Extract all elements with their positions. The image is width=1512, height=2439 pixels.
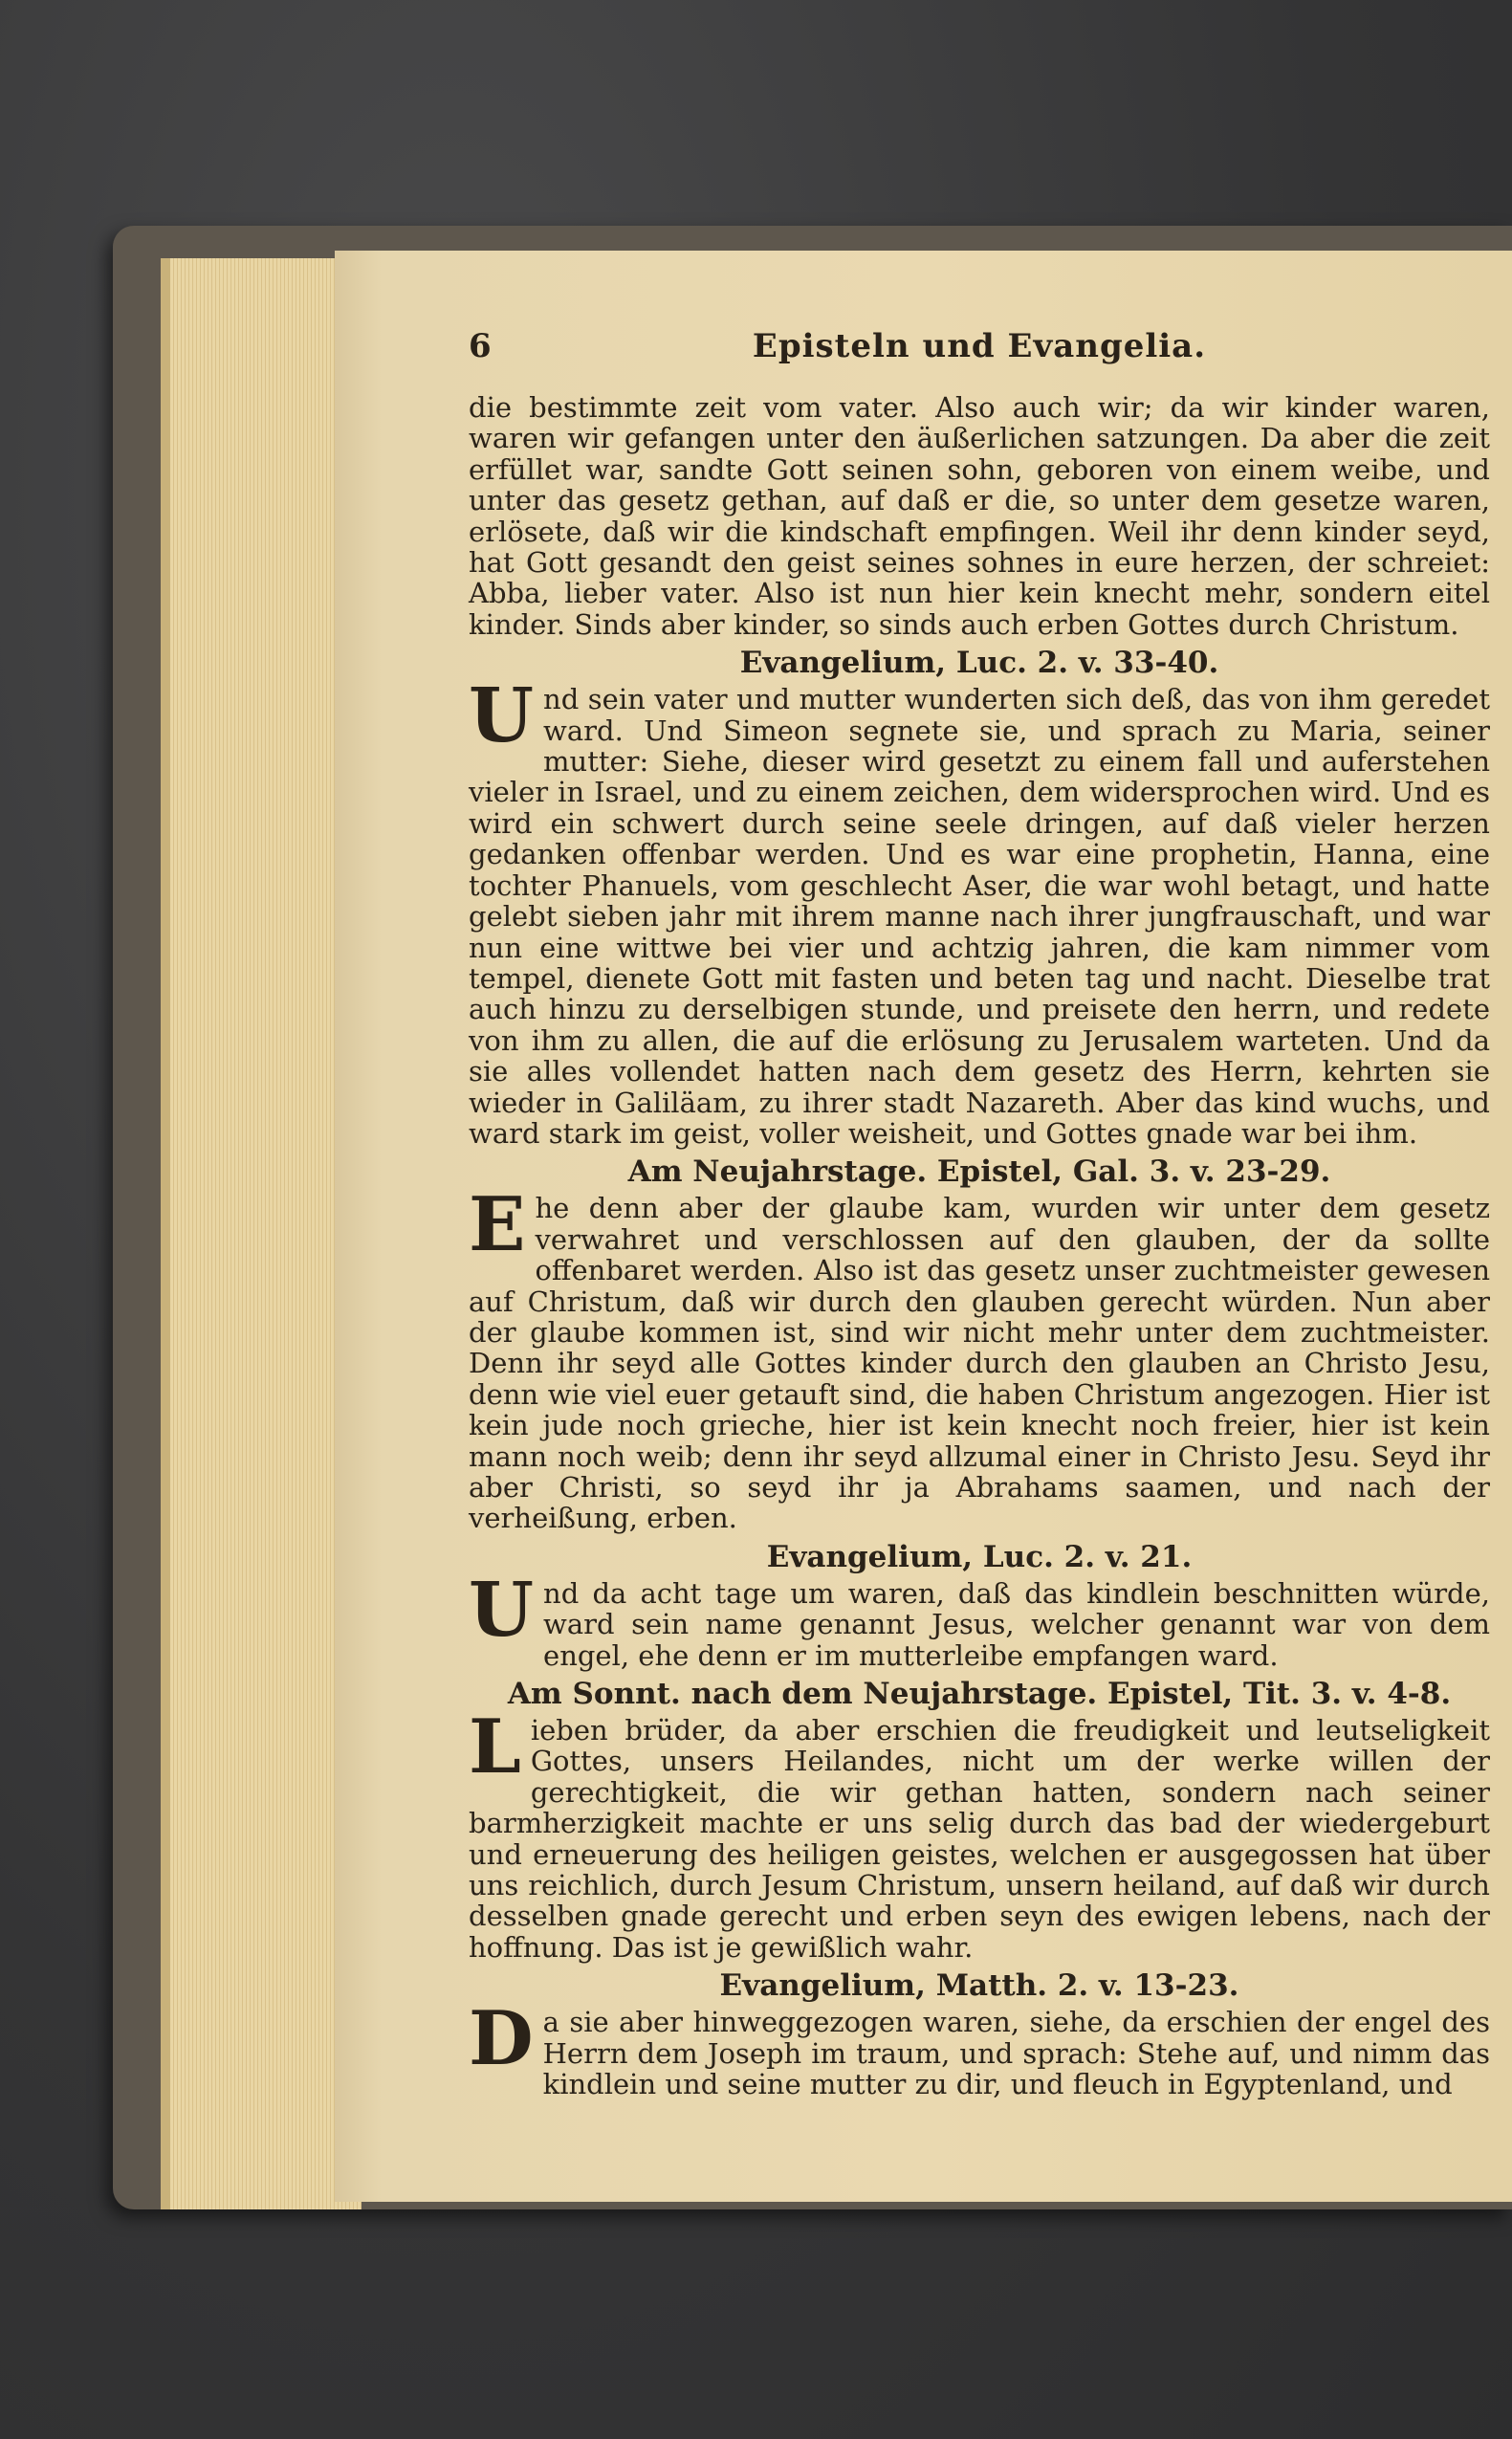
- text-paragraph: Lieben brüder, da aber erschien die freudigkeit und leutseligkeit Gottes, unsers Heilandes, nicht um der werke willen der gerechtigkeit, die wir gethan hatten, sondern nach seiner barmherzigkeit machte er uns selig durch das bad der wiedergeburt und erneuerung des heiligen geistes, welchen er ausgegossen hat über uns reichlich, durch Jesum Christum, unsern heiland, auf daß wir durch desselben gnade gerecht und erben seyn des ewigen lebens, nach der hoffnung. Das ist je gewißlich wahr.: [469, 1703, 1490, 1964]
- drop-cap: U: [469, 1566, 535, 1654]
- page-number: 6: [469, 327, 492, 365]
- text-paragraph: Und sein vater und mutter wunderten sich deß, das von ihm geredet ward. Und Simeon segnete sie, und sprach zu Maria, seiner mutter: Siehe, dieser wird gesetzt zu einem fall und auferstehen vieler in Israel, und zu einem zeichen, dem widersprochen wird. Und es wird ein schwert durch seine seele dringen, auf daß vieler herzen gedanken offenbar werden. Und es war eine prophetin, Hanna, eine tochter Phanuels, vom geschlecht Aser, die war wohl betagt, und hatte gelebt sieben jahr mit ihrem manne nach ihrer jungfrauschaft, und war nun eine wittwe bei vier und achtzig jahren, die kam nimmer vom tempel, dienete Gott mit fasten und beten tag und nacht. Dieselbe trat auch hinzu zu derselbigen stunde, und preisete den herrn, und redete von ihm zu allen, die auf die erlösung zu Jerusalem warteten. Und da sie alles vollendet hatten nach dem gesetz des Herrn, kehrten sie wieder in Galiläam, zu ihrer stadt Nazareth. Aber das kind wuchs, und ward stark im geist, voller weisheit, und Gottes gnade war bei ihm.: [469, 672, 1490, 1150]
- drop-cap: L: [469, 1703, 521, 1791]
- text-paragraph: die bestimmte zeit vom vater. Also auch wir; da wir kinder waren, waren wir gefangen unter den äußerlichen satzungen. Da aber die zeit erfüllet war, sandte Gott seinen sohn, geboren von einem weibe, und unter das gesetz gethan, auf daß er die, so unter dem gesetze waren, erlösete, daß wir die kindschaft empfingen. Weil ihr denn kinder seyd, hat Gott gesandt den geist seines sohnes in eure herzen, der schreiet: Abba, lieber vater. Also ist nun hier kein knecht mehr, sondern eitel kinder. Sinds aber kinder, so sinds auch erben Gottes durch Christum.: [469, 391, 1490, 641]
- text-paragraph: Ehe denn aber der glaube kam, wurden wir unter dem gesetz verwahret und verschlossen auf den glauben, der da sollte offenbaret werden. Also ist das gesetz unser zuchtmeister gewesen auf Christum, daß wir durch den glauben gerecht würden. Nun aber der glaube kommen ist, sind wir nicht mehr unter dem zuchtmeister. Denn ihr seyd alle Gottes kinder durch den glauben an Christo Jesu, denn wie viel euer getauft sind, die haben Christum angezogen. Hier ist kein jude noch grieche, hier ist kein knecht noch freier, hier ist kein mann noch weib; denn ihr seyd allzumal einer in Christo Jesu. Seyd ihr aber Christi, so seyd ihr ja Abrahams saamen, und nach der verheißung, erben.: [469, 1181, 1490, 1535]
- drop-cap: D: [469, 1995, 534, 2083]
- drop-cap: U: [469, 672, 535, 760]
- page-edges: [161, 258, 362, 2209]
- section-heading: Evangelium, Matth. 2. v. 13-23.: [719, 1968, 1239, 2004]
- text-paragraph: Und da acht tage um waren, daß das kindlein beschnitten würde, ward sein name genannt Jesus, welcher genannt war von dem engel, ehe denn er im mutterleibe empfangen ward.: [469, 1566, 1490, 1672]
- section-heading: Am Sonnt. nach dem Neujahrstage. Epistel, Tit. 3. v. 4-8.: [507, 1677, 1452, 1712]
- running-head: [469, 327, 1490, 373]
- text-paragraph: Da sie aber hinweggezogen waren, siehe, da erschien der engel des Herrn dem Joseph im traum, und sprach: Stehe auf, und nimm das kindlein und seine mutter zu dir, und fleuch in Egyptenland, und: [469, 1995, 1490, 2101]
- drop-cap: E: [469, 1181, 526, 1269]
- running-title: Episteln und Evangelia.: [752, 327, 1207, 365]
- page-text: [469, 327, 1490, 2101]
- section-heading: Am Neujahrstage. Epistel, Gal. 3. v. 23-29.: [627, 1154, 1331, 1190]
- section-heading: Evangelium, Luc. 2. v. 21.: [766, 1539, 1193, 1574]
- section-heading: Evangelium, Luc. 2. v. 33-40.: [739, 646, 1219, 681]
